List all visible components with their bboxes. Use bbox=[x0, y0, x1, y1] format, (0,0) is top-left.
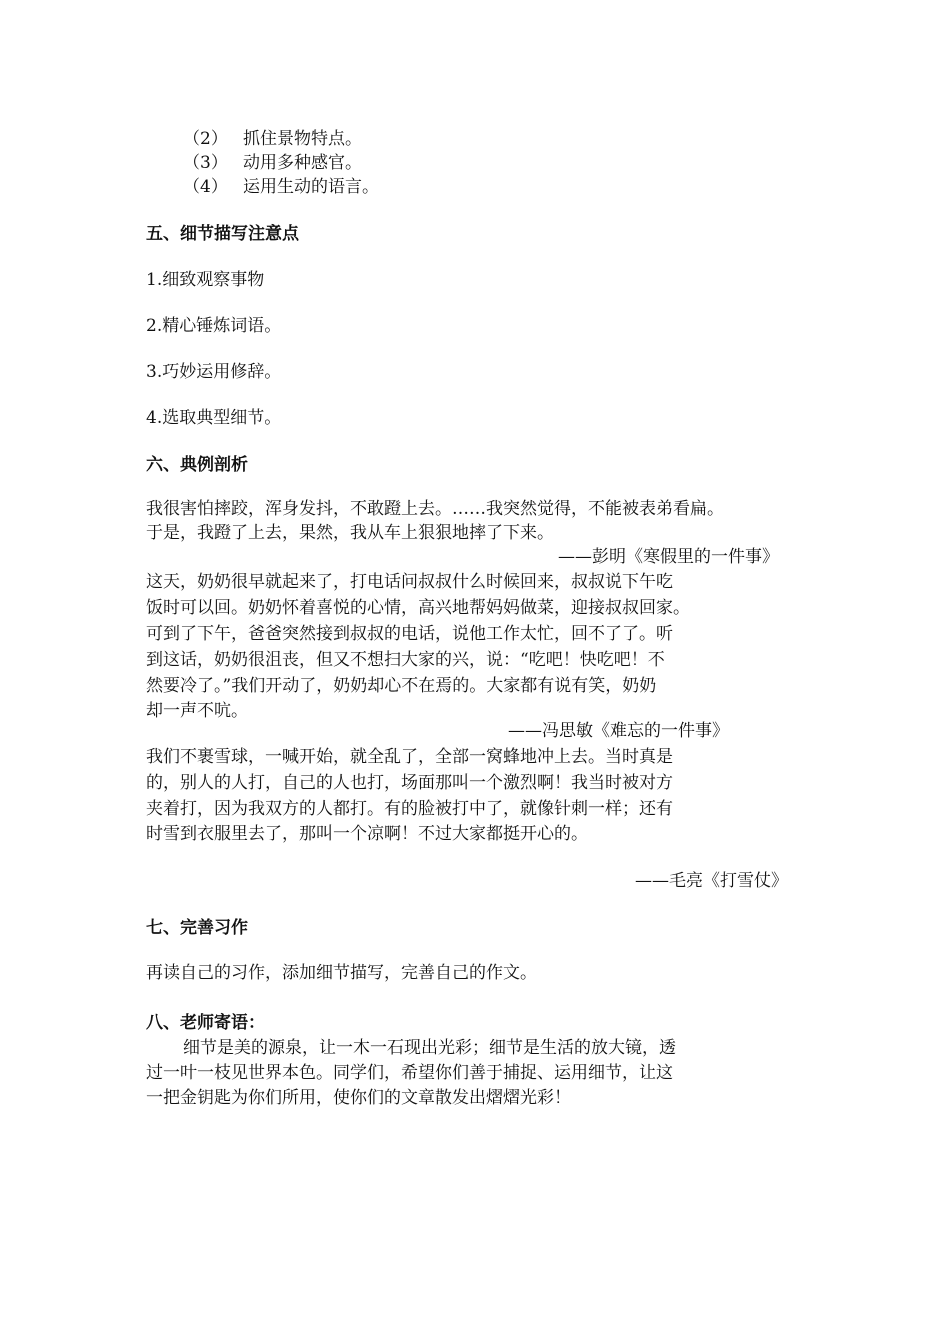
paragraph-line: 的，别人的人打，自己的人也打，场面那叫一个激烈啊！我当时被对方 bbox=[146, 773, 673, 793]
paragraph-line: 这天，奶奶很早就起来了，打电话问叔叔什么时候回来，叔叔说下午吃 bbox=[146, 572, 673, 592]
paragraph-line: 我很害怕摔跤，浑身发抖，不敢蹬上去。……我突然觉得，不能被表弟看扁。 bbox=[146, 499, 724, 519]
list-item: 1.细致观察事物 bbox=[146, 270, 265, 290]
paragraph-line: 我们不裹雪球，一喊开始，就全乱了，全部一窝蜂地冲上去。当时真是 bbox=[146, 747, 673, 767]
list-item: 2.精心锤炼词语。 bbox=[146, 316, 282, 336]
section-heading: 八、老师寄语： bbox=[146, 1013, 265, 1033]
paragraph-line: 然要冷了。”我们开动了，奶奶却心不在焉的。大家都有说有笑，奶奶 bbox=[146, 676, 657, 696]
quote-source: ——彭明《寒假里的一件事》 bbox=[558, 547, 779, 567]
paragraph-line: 一把金钥匙为你们所用，使你们的文章散发出熠熠光彩！ bbox=[146, 1088, 571, 1108]
paragraph-line: 夹着打，因为我双方的人都打。有的脸被打中了，就像针刺一样；还有 bbox=[146, 799, 673, 819]
paragraph-line: 时雪到衣服里去了，那叫一个凉啊！不过大家都挺开心的。 bbox=[146, 824, 588, 844]
section-heading: 六、典例剖析 bbox=[146, 455, 248, 475]
paragraph-line: 可到了下午，爸爸突然接到叔叔的电话，说他工作太忙，回不了了。听 bbox=[146, 624, 673, 644]
quote-source: ——毛亮《打雪仗》 bbox=[635, 871, 788, 891]
list-item: 3.巧妙运用修辞。 bbox=[146, 362, 282, 382]
list-item: 4.选取典型细节。 bbox=[146, 408, 282, 428]
list-item: （3） 动用多种感官。 bbox=[183, 153, 362, 173]
paragraph-line: 却一声不吭。 bbox=[146, 701, 248, 721]
paragraph-line: 再读自己的习作，添加细节描写，完善自己的作文。 bbox=[146, 963, 537, 983]
paragraph-line: 到这话，奶奶很沮丧，但又不想扫大家的兴，说：“吃吧！快吃吧！不 bbox=[146, 650, 665, 670]
paragraph-line: 细节是美的源泉，让一木一石现出光彩；细节是生活的放大镜，透 bbox=[183, 1038, 676, 1058]
paragraph-line: 饭时可以回。奶奶怀着喜悦的心情，高兴地帮妈妈做菜，迎接叔叔回家。 bbox=[146, 598, 690, 618]
list-item: （2） 抓住景物特点。 bbox=[183, 129, 362, 149]
section-heading: 五、细节描写注意点 bbox=[146, 224, 299, 244]
section-heading: 七、完善习作 bbox=[146, 918, 248, 938]
quote-source: ——冯思敏《难忘的一件事》 bbox=[508, 721, 729, 741]
paragraph-line: 于是，我蹬了上去，果然，我从车上狠狠地摔了下来。 bbox=[146, 523, 554, 543]
list-item: （4） 运用生动的语言。 bbox=[183, 177, 379, 197]
paragraph-line: 过一叶一枝见世界本色。同学们，希望你们善于捕捉、运用细节，让这 bbox=[146, 1063, 673, 1083]
